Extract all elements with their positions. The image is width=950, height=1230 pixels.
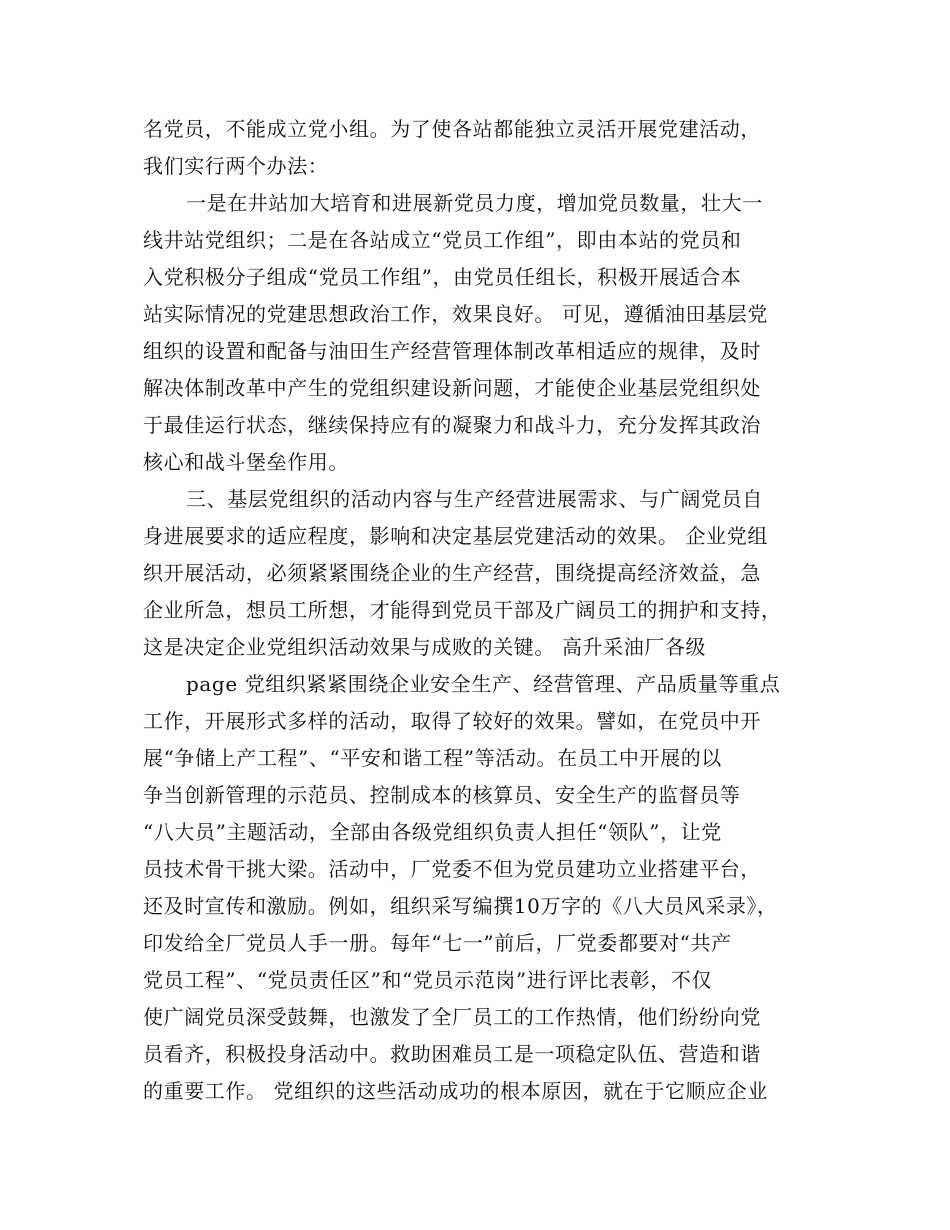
text-line: 我们实行两个办法：	[143, 154, 329, 178]
text-line: 这是决定企业党组织活动效果与成败的关键。 高升采油厂各级	[143, 635, 707, 659]
text-line: 印发给全厂党员人手一册。每年“七一”前后，厂党委都要对“共产	[143, 931, 732, 955]
text-line: 于最佳运行状态，继续保持应有的凝聚力和战斗力，充分发挥其政治	[143, 413, 761, 437]
text-line: 争当创新管理的示范员、控制成本的核算员、安全生产的监督员等	[143, 783, 741, 807]
text-line: 织开展活动，必须紧紧围绕企业的生产经营，围绕提高经济效益，急	[143, 561, 761, 585]
text-line: 的重要工作。 党组织的这些活动成功的根本原因，就在于它顺应企业	[143, 1079, 768, 1103]
text-line: 组织的设置和配备与油田生产经营管理体制改革相适应的规律，及时	[143, 339, 761, 363]
text-line: 企业所急，想员工所想，才能得到党员干部及广阔员工的拥护和支持，	[143, 598, 782, 622]
text-line: 站实际情况的党建思想政治工作，效果良好。 可见，遵循油田基层党	[143, 302, 768, 326]
text-line: 身进展要求的适应程度，影响和决定基层党建活动的效果。 企业党组	[143, 524, 768, 548]
text-line: 工作，开展形式多样的活动，取得了较好的效果。譬如，在党员中开	[143, 709, 761, 733]
text-line: 线井站党组织；二是在各站成立“党员工作组”，即由本站的党员和	[143, 228, 742, 252]
paragraph-first-line: 一是在井站加大培育和进展新党员力度，增加党员数量，壮大一	[186, 191, 763, 215]
paragraph-first-line: page 党组织紧紧围绕企业安全生产、经营管理、产品质量等重点	[186, 672, 781, 696]
text-line: 员技术骨干挑大梁。活动中，厂党委不但为党员建功立业搭建平台，	[143, 857, 761, 881]
text-line: 名党员，不能成立党小组。为了使各站都能独立灵活开展党建活动，	[143, 117, 761, 141]
text-line: 还及时宣传和激励。例如，组织采写编撰10万字的《八大员风采录》，	[143, 894, 778, 918]
text-line: 党员工程”、“党员责任区”和“党员示范岗”进行评比表彰，不仅	[143, 968, 713, 992]
text-line: 入党积极分子组成“党员工作组”，由党员任组长，积极开展适合本	[143, 265, 742, 289]
paragraph-first-line: 三、基层党组织的活动内容与生产经营进展需求、与广阔党员自	[186, 487, 763, 511]
text-line: 核心和战斗堡垒作用。	[143, 450, 349, 474]
text-line: 展“争储上产工程”、“平安和谐工程”等活动。在员工中开展的以	[143, 746, 722, 770]
text-line: 解决体制改革中产生的党组织建设新问题，才能使企业基层党组织处	[143, 376, 761, 400]
text-line: 员看齐，积极投身活动中。救助困难员工是一项稳定队伍、营造和谐	[143, 1042, 761, 1066]
text-line: “八大员”主题活动，全部由各级党组织负责人担任“领队”，让党	[143, 820, 722, 844]
text-line: 使广阔党员深受鼓舞，也激发了全厂员工的工作热情，他们纷纷向党	[143, 1005, 761, 1029]
